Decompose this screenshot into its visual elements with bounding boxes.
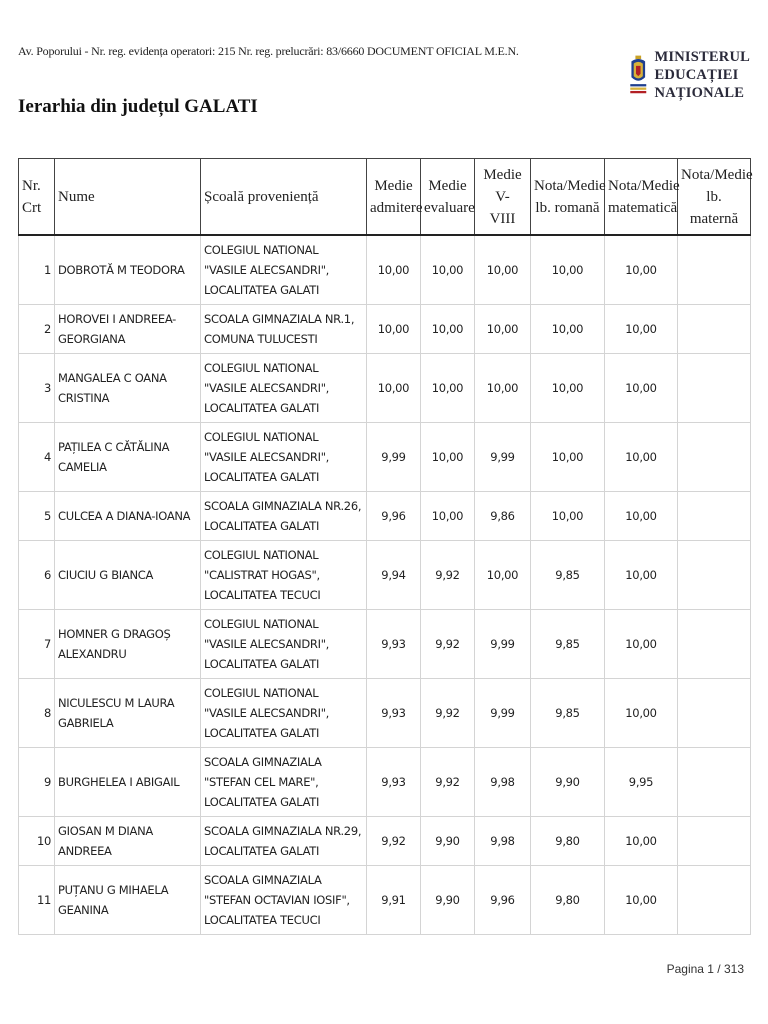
table-row <box>19 305 751 354</box>
cell-nume: GIOSAN M DIANA ANDREEA <box>55 817 201 866</box>
cell-nr: 5 <box>19 492 55 541</box>
column-header-scoala[interactable]: Școală proveniență <box>201 159 367 236</box>
table-row <box>19 679 751 748</box>
cell-medie-admitere: 9,94 <box>367 541 421 610</box>
cell-medie-evaluare: 10,00 <box>421 235 475 305</box>
cell-nr: 6 <box>19 541 55 610</box>
table-row <box>19 610 751 679</box>
cell-nota-materna <box>678 610 751 679</box>
cell-nota-materna <box>678 305 751 354</box>
column-header-medie-v-viii[interactable]: Medie V- VIII <box>475 159 531 236</box>
cell-scoala: COLEGIUL NATIONAL "CALISTRAT HOGAS", LOCALITATEA TECUCI <box>201 541 367 610</box>
cell-nota-materna <box>678 866 751 935</box>
ranking-table <box>18 158 751 935</box>
cell-medie-admitere: 9,92 <box>367 817 421 866</box>
cell-nota-matematica: 10,00 <box>605 866 678 935</box>
table-row <box>19 423 751 492</box>
cell-medie-admitere: 9,91 <box>367 866 421 935</box>
cell-medie-evaluare: 10,00 <box>421 492 475 541</box>
cell-medie-evaluare: 9,92 <box>421 679 475 748</box>
cell-nr: 4 <box>19 423 55 492</box>
table-row <box>19 748 751 817</box>
column-header-nota-materna[interactable]: Nota/Medie lb. maternă <box>678 159 751 236</box>
cell-nota-materna <box>678 423 751 492</box>
cell-nota-matematica: 10,00 <box>605 354 678 423</box>
cell-nota-matematica: 10,00 <box>605 423 678 492</box>
page-indicator: Pagina 1 / 313 <box>666 962 744 976</box>
cell-nota-materna <box>678 748 751 817</box>
column-header-nota-romana[interactable]: Nota/Medie lb. romană <box>531 159 605 236</box>
cell-nota-romana: 9,85 <box>531 679 605 748</box>
cell-medie-evaluare: 9,90 <box>421 817 475 866</box>
cell-nr: 9 <box>19 748 55 817</box>
cell-medie-admitere: 9,99 <box>367 423 421 492</box>
cell-scoala: COLEGIUL NATIONAL "VASILE ALECSANDRI", LOCALITATEA GALATI <box>201 679 367 748</box>
cell-medie-evaluare: 9,92 <box>421 610 475 679</box>
cell-medie-admitere: 10,00 <box>367 354 421 423</box>
cell-nr: 8 <box>19 679 55 748</box>
cell-medie-v-viii: 10,00 <box>475 541 531 610</box>
cell-nota-romana: 9,85 <box>531 610 605 679</box>
cell-nota-materna <box>678 541 751 610</box>
cell-medie-evaluare: 10,00 <box>421 423 475 492</box>
cell-nume: CULCEA A DIANA-IOANA <box>55 492 201 541</box>
table-row <box>19 541 751 610</box>
cell-nota-romana: 10,00 <box>531 423 605 492</box>
cell-medie-admitere: 10,00 <box>367 305 421 354</box>
column-header-nume[interactable]: Nume <box>55 159 201 236</box>
cell-scoala: SCOALA GIMNAZIALA NR.29, LOCALITATEA GALATI <box>201 817 367 866</box>
cell-nota-matematica: 10,00 <box>605 817 678 866</box>
cell-medie-evaluare: 9,92 <box>421 541 475 610</box>
cell-scoala: COLEGIUL NATIONAL "VASILE ALECSANDRI", LOCALITATEA GALATI <box>201 423 367 492</box>
cell-medie-admitere: 9,93 <box>367 679 421 748</box>
cell-medie-admitere: 9,93 <box>367 748 421 817</box>
cell-nota-matematica: 10,00 <box>605 305 678 354</box>
cell-scoala: SCOALA GIMNAZIALA "STEFAN CEL MARE", LOCALITATEA GALATI <box>201 748 367 817</box>
cell-nota-romana: 9,80 <box>531 817 605 866</box>
cell-nume: CIUCIU G BIANCA <box>55 541 201 610</box>
cell-nota-romana: 10,00 <box>531 354 605 423</box>
column-header-medie-admitere[interactable]: Medie admitere <box>367 159 421 236</box>
cell-nota-materna <box>678 492 751 541</box>
cell-nume: BURGHELEA I ABIGAIL <box>55 748 201 817</box>
cell-medie-v-viii: 10,00 <box>475 235 531 305</box>
cell-scoala: COLEGIUL NATIONAL "VASILE ALECSANDRI", LOCALITATEA GALATI <box>201 610 367 679</box>
cell-nota-materna <box>678 354 751 423</box>
cell-medie-evaluare: 9,92 <box>421 748 475 817</box>
cell-medie-v-viii: 9,86 <box>475 492 531 541</box>
cell-nr: 10 <box>19 817 55 866</box>
ministry-logo <box>628 38 750 112</box>
cell-nota-matematica: 10,00 <box>605 492 678 541</box>
cell-medie-v-viii: 9,99 <box>475 610 531 679</box>
cell-nr: 1 <box>19 235 55 305</box>
page-title: Ierarhia din județul GALATI <box>18 96 258 117</box>
document-info-line: Av. Poporului - Nr. reg. evidența operatori: 215 Nr. reg. prelucrări: 83/6660 DOCUMENT OFICIAL M.E.N. <box>18 44 519 58</box>
cell-nume: PAȚILEA C CĂTĂLINA CAMELIA <box>55 423 201 492</box>
cell-nota-materna <box>678 679 751 748</box>
cell-nume: DOBROTĂ M TEODORA <box>55 235 201 305</box>
cell-nota-matematica: 10,00 <box>605 235 678 305</box>
cell-nota-romana: 10,00 <box>531 235 605 305</box>
cell-nota-matematica: 10,00 <box>605 610 678 679</box>
cell-medie-v-viii: 10,00 <box>475 305 531 354</box>
cell-medie-v-viii: 10,00 <box>475 354 531 423</box>
cell-nume: NICULESCU M LAURA GABRIELA <box>55 679 201 748</box>
cell-nume: HOMNER G DRAGOȘ ALEXANDRU <box>55 610 201 679</box>
cell-medie-v-viii: 9,96 <box>475 866 531 935</box>
cell-nota-romana: 9,90 <box>531 748 605 817</box>
logo-line-3: NAȚIONALE <box>654 85 745 101</box>
cell-nota-matematica: 10,00 <box>605 541 678 610</box>
cell-medie-admitere: 9,93 <box>367 610 421 679</box>
cell-nr: 2 <box>19 305 55 354</box>
column-header-nota-matematica[interactable]: Nota/Medie matematică <box>605 159 678 236</box>
cell-nr: 3 <box>19 354 55 423</box>
cell-nota-romana: 9,80 <box>531 866 605 935</box>
cell-scoala: COLEGIUL NATIONAL "VASILE ALECSANDRI", LOCALITATEA GALATI <box>201 354 367 423</box>
table-row <box>19 817 751 866</box>
cell-nota-matematica: 9,95 <box>605 748 678 817</box>
cell-medie-admitere: 9,96 <box>367 492 421 541</box>
cell-medie-evaluare: 9,90 <box>421 866 475 935</box>
cell-nr: 11 <box>19 866 55 935</box>
cell-medie-admitere: 10,00 <box>367 235 421 305</box>
cell-nota-romana: 9,85 <box>531 541 605 610</box>
cell-scoala: SCOALA GIMNAZIALA "STEFAN OCTAVIAN IOSIF", LOCALITATEA TECUCI <box>201 866 367 935</box>
cell-medie-evaluare: 10,00 <box>421 305 475 354</box>
table-header-row <box>19 159 751 236</box>
cell-medie-v-viii: 9,99 <box>475 423 531 492</box>
table-row <box>19 235 751 305</box>
cell-nume: PUȚANU G MIHAELA GEANINA <box>55 866 201 935</box>
logo-line-2: EDUCAȚIEI <box>654 67 739 83</box>
cell-nota-romana: 10,00 <box>531 305 605 354</box>
column-header-nr[interactable]: Nr. Crt <box>19 159 55 236</box>
cell-scoala: SCOALA GIMNAZIALA NR.26, LOCALITATEA GALATI <box>201 492 367 541</box>
table-row <box>19 866 751 935</box>
cell-medie-evaluare: 10,00 <box>421 354 475 423</box>
cell-medie-v-viii: 9,98 <box>475 748 531 817</box>
cell-nr: 7 <box>19 610 55 679</box>
cell-scoala: SCOALA GIMNAZIALA NR.1, COMUNA TULUCESTI <box>201 305 367 354</box>
table-row <box>19 492 751 541</box>
cell-nota-materna <box>678 235 751 305</box>
cell-medie-v-viii: 9,99 <box>475 679 531 748</box>
coat-of-arms-icon <box>628 39 649 111</box>
cell-nume: HOROVEI I ANDREEA-GEORGIANA <box>55 305 201 354</box>
cell-nota-materna <box>678 817 751 866</box>
cell-nota-romana: 10,00 <box>531 492 605 541</box>
column-header-medie-evaluare[interactable]: Medie evaluare <box>421 159 475 236</box>
cell-nota-matematica: 10,00 <box>605 679 678 748</box>
logo-line-1: MINISTERUL <box>654 49 750 65</box>
table-row <box>19 354 751 423</box>
cell-nume: MANGALEA C OANA CRISTINA <box>55 354 201 423</box>
cell-medie-v-viii: 9,98 <box>475 817 531 866</box>
cell-scoala: COLEGIUL NATIONAL "VASILE ALECSANDRI", LOCALITATEA GALATI <box>201 235 367 305</box>
